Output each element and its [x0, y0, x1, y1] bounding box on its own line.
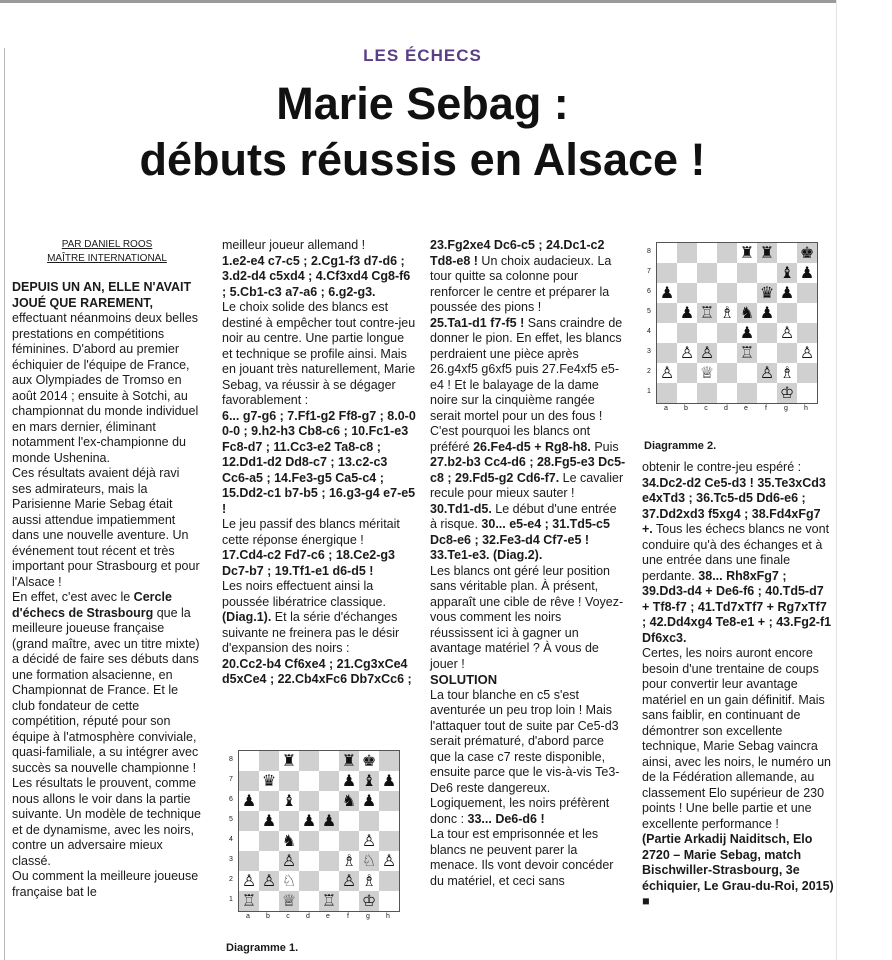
text: Et la série d'échanges suivante ne freinera pas le désir d'expansion des noirs : — [222, 610, 400, 655]
chess-piece-square: ♗ — [339, 851, 359, 871]
text: En effet, c'est avec le — [12, 590, 134, 604]
board-square — [259, 791, 279, 811]
board-square — [657, 383, 677, 403]
board-square — [797, 323, 817, 343]
chess-piece-square: ♖ — [697, 303, 717, 323]
chess-piece-square: ♙ — [359, 831, 379, 851]
chess-board — [238, 750, 400, 912]
rank-label: 4 — [229, 836, 233, 843]
game-credit: (Partie Arkadij Naiditsch, Elo 2720 – Marie Sebag, match Bischwiller-Strasbourg, 3e échiquier, Le Grau-du-Roi, 2015) ■ — [642, 832, 834, 908]
file-label: f — [347, 913, 349, 920]
file-label: b — [684, 405, 688, 412]
board-square — [259, 751, 279, 771]
chess-piece-square: ♙ — [777, 323, 797, 343]
diagram-caption: Diagramme 2. — [644, 440, 717, 452]
chess-piece-square: ♜ — [279, 751, 299, 771]
moves: 1.e2-e4 c7-c5 ; 2.Cg1-f3 d7-d6 ; 3.d2-d4 c5xd4 ; 4.Cf3xd4 Cg8-f6 ; 5.Cb1-c3 a7-a6 ; 6.g2-g3. — [222, 253, 411, 299]
text: Tous les échecs blancs ne vont conduire qu'à des échanges et à une entrée dans une finale perdante. — [642, 522, 830, 583]
chess-piece-square: ♟ — [239, 791, 259, 811]
paragraph — [12, 590, 202, 776]
board-square — [737, 363, 757, 383]
board-square — [697, 383, 717, 403]
file-labels — [238, 913, 398, 920]
paragraph — [12, 280, 202, 466]
rank-label: 2 — [647, 368, 651, 375]
chess-piece-square: ♙ — [379, 851, 399, 871]
headline-line-2: débuts réussis en Alsace ! — [139, 134, 706, 185]
board-square — [379, 871, 399, 891]
board-square — [717, 283, 737, 303]
board-square — [677, 263, 697, 283]
board-square — [299, 771, 319, 791]
board-square — [299, 891, 319, 911]
file-label: e — [744, 405, 748, 412]
chess-piece-square: ♔ — [359, 891, 379, 911]
chess-piece-square: ♙ — [259, 871, 279, 891]
file-label: a — [246, 913, 250, 920]
chess-piece-square: ♝ — [359, 771, 379, 791]
paragraph: Le choix solide des blancs est destiné à empêcher tout contre-jeu noir au centre. Une partie longue et technique se profile ainsi. Mais en jouant très naturellement, Marie Sebag, va réussir à se dégager favorablement : — [222, 300, 416, 407]
board-square — [797, 383, 817, 403]
board-square — [737, 283, 757, 303]
chess-piece-square: ♟ — [677, 303, 697, 323]
board-square — [259, 831, 279, 851]
board-square — [239, 851, 259, 871]
chess-piece-square: ♜ — [737, 243, 757, 263]
moves: 26.Fe4-d5 + Rg8-h8. — [473, 439, 591, 454]
rank-label: 3 — [229, 856, 233, 863]
board-square — [717, 243, 737, 263]
rank-label: 7 — [647, 268, 651, 275]
chess-piece-square: ♟ — [339, 771, 359, 791]
moves: 30.Td1-d5. — [430, 501, 492, 516]
top-rule — [0, 0, 836, 3]
section-label: LES ÉCHECS — [363, 46, 482, 65]
board-square — [339, 891, 359, 911]
file-labels — [656, 405, 816, 412]
chess-piece-square: ♝ — [279, 791, 299, 811]
chess-piece-square: ♖ — [737, 343, 757, 363]
board-square — [239, 751, 259, 771]
chess-piece-square: ♔ — [777, 383, 797, 403]
chess-piece-square: ♙ — [797, 343, 817, 363]
file-label: d — [306, 913, 310, 920]
chess-piece-square: ♙ — [239, 871, 259, 891]
board-square — [657, 303, 677, 323]
file-label: e — [326, 913, 330, 920]
paragraph: La tour est emprisonnée et les blancs ne peuvent parer la menace. Ils vont devoir concéder du matériel, et ceci sans — [430, 827, 614, 888]
chess-piece-square: ♟ — [777, 283, 797, 303]
file-label: g — [366, 913, 370, 920]
chess-piece-square: ♝ — [777, 263, 797, 283]
paragraph: meilleur joueur allemand ! — [222, 238, 366, 252]
paragraph: Les résultats le prouvent, comme nous allons le voir dans la partie suivante. Un modèle de technique et de dynamisme, avec les noirs, contre un adversaire mieux classé. — [12, 776, 202, 868]
file-label: f — [765, 405, 767, 412]
text: La tour blanche en c5 s'est aventurée un peu trop loin ! Mais l'attaquer tout de suite par Ce5-d3 serait prématuré, d'abord parce que la case c7 reste disponible, ensuite parce que le vis-à-vis Te3-De6 reste dangereux. Logiquement, les noirs préfèrent donc : — [430, 687, 620, 826]
board-square — [717, 263, 737, 283]
board-square — [319, 791, 339, 811]
moves: 17.Cd4-c2 Fd7-c6 ; 18.Ce2-g3 Dc7-b7 ; 19.Tf1-e1 d6-d5 ! — [222, 548, 395, 578]
board-square — [717, 383, 737, 403]
board-square — [757, 343, 777, 363]
paragraph — [430, 316, 626, 502]
board-square — [797, 363, 817, 383]
chess-piece-square: ♟ — [359, 791, 379, 811]
board-square — [697, 243, 717, 263]
paragraph — [222, 610, 416, 657]
rank-label: 1 — [647, 388, 651, 395]
board-square — [797, 283, 817, 303]
board-square — [677, 363, 697, 383]
rank-label: 3 — [647, 348, 651, 355]
paragraph: Les noirs effectuent ainsi la poussée libératrice classique. — [222, 579, 386, 609]
chess-piece-square: ♕ — [697, 363, 717, 383]
rank-label: 5 — [647, 308, 651, 315]
paragraph: obtenir le contre-jeu espéré : — [642, 460, 802, 474]
chess-piece-square: ♗ — [777, 363, 797, 383]
chess-piece-square: ♙ — [279, 851, 299, 871]
diagram-caption: Diagramme 1. — [226, 942, 299, 954]
moves: 34.Dc2-d2 Ce5-d3 ! 35.Te3xCd3 e4xTd3 ; 36.Tc5-d5 Dd6-e6 ; 37.Dd2xd3 f5xg4 ; 38.Fd4xFg7 +. — [642, 475, 826, 536]
board-square — [677, 243, 697, 263]
board-square — [697, 263, 717, 283]
rank-labels — [644, 242, 654, 402]
board-square — [757, 323, 777, 343]
chess-piece-square: ♖ — [239, 891, 259, 911]
headline-line-1: Marie Sebag : — [276, 78, 569, 129]
board-square — [239, 831, 259, 851]
board-square — [339, 831, 359, 851]
chess-piece-square: ♘ — [279, 871, 299, 891]
board-square — [677, 323, 697, 343]
club-name: Cercle d'échecs de Strasbourg — [12, 590, 172, 620]
board-square — [777, 303, 797, 323]
paragraph: Certes, les noirs auront encore besoin d'une trentaine de coups pour convertir leur avantage matériel en un gain définitif. Mais sans faiblir, en continuant de démontrer son excellente technique, Marie Sebag vaincra ainsi, avec les noirs, le numéro un de la Fédération allemande, au classement Elo supérieur de 230 points ! Une belle partie et une excellente performance ! — [642, 646, 831, 831]
board-square — [379, 831, 399, 851]
text: Un choix audacieux. La tour quitte sa colonne pour renforcer le centre et préparer la poussée des pions ! — [430, 253, 612, 314]
paragraph: Le jeu passif des blancs méritait cette réponse énergique ! — [222, 517, 400, 547]
board-square — [319, 771, 339, 791]
byline-author: PAR DANIEL ROOS — [61, 239, 153, 250]
chess-piece-square: ♞ — [279, 831, 299, 851]
board-square — [757, 383, 777, 403]
moves: 30... e5-e4 ; 31.Td5-c5 Dc8-e6 ; 32.Fe3-d4 Cf7-e5 ! 33.Te1-e3. (Diag.2). — [430, 517, 610, 562]
board-square — [299, 791, 319, 811]
board-square — [319, 871, 339, 891]
file-label: b — [266, 913, 270, 920]
chess-piece-square: ♙ — [339, 871, 359, 891]
moves: 33... De6-d6 ! — [467, 811, 545, 826]
column-2 — [222, 238, 416, 688]
board-square — [797, 303, 817, 323]
chess-piece-square: ♙ — [757, 363, 777, 383]
board-square — [299, 831, 319, 851]
board-square — [657, 343, 677, 363]
board-square — [697, 283, 717, 303]
chess-piece-square: ♕ — [279, 891, 299, 911]
board-square — [359, 811, 379, 831]
chess-piece-square: ♗ — [717, 303, 737, 323]
paragraph — [430, 238, 626, 316]
rank-label: 6 — [229, 796, 233, 803]
file-label: h — [804, 405, 808, 412]
chess-diagram-2 — [644, 242, 830, 457]
text: Le début d'une entrée à risque. — [430, 501, 617, 531]
file-label: a — [664, 405, 668, 412]
headline — [0, 76, 845, 188]
chess-piece-square: ♟ — [757, 303, 777, 323]
board-square — [657, 323, 677, 343]
board-square — [657, 243, 677, 263]
board-square — [299, 851, 319, 871]
paragraph — [430, 502, 626, 564]
lead-text: DEPUIS UN AN, ELLE N'AVAIT JOUÉ QUE RAREMENT, — [12, 280, 192, 310]
chess-piece-square: ♙ — [657, 363, 677, 383]
board-square — [379, 791, 399, 811]
paragraph: Ou comment la meilleure joueuse française bat le — [12, 869, 199, 899]
board-square — [717, 343, 737, 363]
board-square — [757, 263, 777, 283]
chess-piece-square: ♟ — [299, 811, 319, 831]
paragraph: Ces résultats avaient déjà ravi ses admirateurs, mais la Parisienne Marie Sebag était aussi attendue impatiemment dans une nouvelle aventure. Un événement tout récent et très important pour Strasbourg et pour l'Alsace ! — [12, 466, 200, 589]
board-square — [239, 771, 259, 791]
paragraph — [642, 476, 834, 647]
chess-piece-square: ♟ — [379, 771, 399, 791]
chess-piece-square: ♟ — [797, 263, 817, 283]
diagram-ref: (Diag.1). — [222, 610, 272, 624]
column-4 — [642, 460, 834, 910]
board-square — [319, 831, 339, 851]
byline-title: MAÎTRE INTERNATIONAL — [47, 253, 167, 264]
file-label: c — [704, 405, 708, 412]
column-1 — [12, 238, 202, 900]
chess-piece-square: ♜ — [339, 751, 359, 771]
rank-labels — [226, 750, 236, 910]
board-square — [717, 323, 737, 343]
board-square — [777, 343, 797, 363]
solution-heading: SOLUTION — [430, 672, 498, 687]
rank-label: 2 — [229, 876, 233, 883]
moves: 38... Rh8xFg7 ; 39.Dd3-d4 + De6-f6 ; 40.Td5-d7 + Tf8-f7 ; 41.Td7xTf7 + Rg7xTf7 ; 42.Dd4xg4 Te8-e1 + ; 43.Fg2-f1 Df6xc3. — [642, 568, 832, 645]
column-3 — [430, 238, 626, 889]
chess-piece-square: ♟ — [737, 323, 757, 343]
board-square — [657, 263, 677, 283]
file-label: d — [724, 405, 728, 412]
board-square — [319, 851, 339, 871]
chess-piece-square: ♚ — [797, 243, 817, 263]
board-square — [379, 891, 399, 911]
chess-diagram-1 — [226, 750, 412, 960]
moves: 20.Cc2-b4 Cf6xe4 ; 21.Cg3xCe4 d5xCe4 ; 22.Cb4xFc6 Db7xCc6 ; — [222, 656, 412, 686]
board-square — [777, 243, 797, 263]
board-square — [259, 851, 279, 871]
board-square — [339, 811, 359, 831]
rank-label: 7 — [229, 776, 233, 783]
text: Le cavalier recule pour mieux sauter ! — [430, 470, 624, 500]
rank-label: 8 — [229, 756, 233, 763]
chess-piece-square: ♟ — [657, 283, 677, 303]
chess-piece-square: ♚ — [359, 751, 379, 771]
board-square — [279, 771, 299, 791]
rank-label: 5 — [229, 816, 233, 823]
moves: 23.Fg2xe4 Dc6-c5 ; 24.Dc1-c2 Td8-e8 ! — [430, 238, 605, 268]
rank-label: 1 — [229, 896, 233, 903]
moves: 27.b2-b3 Cc4-d6 ; 28.Fg5-e3 Dc5-c8 ; 29.Fd5-g2 Cd6-f7. — [430, 455, 626, 485]
chess-piece-square: ♖ — [319, 891, 339, 911]
board-square — [319, 751, 339, 771]
board-square — [697, 323, 717, 343]
chess-piece-square: ♞ — [737, 303, 757, 323]
board-square — [677, 283, 697, 303]
board-square — [677, 383, 697, 403]
chess-piece-square: ♛ — [259, 771, 279, 791]
moves: 6... g7-g6 ; 7.Ff1-g2 Ff8-g7 ; 8.0-0 0-0 ; 9.h2-h3 Cb8-c6 ; 10.Fc1-e3 Fc8-d7 ; 11.Cc3-e2 Ta8-c8 ; 12.Dd1-d2 Dd8-c7 ; 13.c2-c3 Cc6-a5 ; 14.Fe3-g5 Ca5-c4 ; 15.Dd2-c1 b7-b5 ; 16.g3-g4 e7-e5 ! — [222, 408, 416, 516]
board-square — [737, 263, 757, 283]
moves: 25.Ta1-d1 f7-f5 ! — [430, 315, 525, 330]
chess-piece-square: ♛ — [757, 283, 777, 303]
chess-piece-square: ♙ — [697, 343, 717, 363]
chess-piece-square: ♟ — [259, 811, 279, 831]
board-square — [379, 751, 399, 771]
board-square — [259, 891, 279, 911]
file-label: g — [784, 405, 788, 412]
chess-piece-square: ♗ — [359, 871, 379, 891]
chess-piece-square: ♙ — [677, 343, 697, 363]
rank-label: 6 — [647, 288, 651, 295]
text: que la meilleure joueuse française (grand maître, avec un titre mixte) a décidé de faire ses débuts dans une formation alsacienne, en Championnat de France. Et le club fondateur de cette compétition, réputé pour son équipe à l'atmosphère conviviale, quasi-familiale, a su intégrer avec succès sa nouvelle championne ! — [12, 605, 200, 775]
board-square — [379, 811, 399, 831]
chess-piece-square: ♜ — [757, 243, 777, 263]
board-square — [299, 751, 319, 771]
chess-piece-square: ♞ — [339, 791, 359, 811]
rank-label: 8 — [647, 248, 651, 255]
paragraph — [430, 688, 626, 828]
text: Puis — [590, 439, 619, 454]
board-square — [279, 811, 299, 831]
chess-piece-square: ♘ — [359, 851, 379, 871]
rank-label: 4 — [647, 328, 651, 335]
file-label: c — [286, 913, 290, 920]
file-label: h — [386, 913, 390, 920]
chess-board — [656, 242, 818, 404]
board-square — [299, 871, 319, 891]
board-square — [717, 363, 737, 383]
text: Sans craindre de donner le pion. En effet, les blancs perdraient une pièce après 26.g4xf5 g6xf5 puis 27.Fe4xf5 e5-e4 ! Et le balayage de la dame noire sur la cinquième rangée serait mortel pour un des fous ! C'est pourquoi les blancs ont préféré — [430, 315, 623, 454]
board-square — [239, 811, 259, 831]
paragraph: Les blancs ont géré leur position sans véritable plan. À présent, apparaît une cible de rêve ! Voyez-vous comment les noirs réussissent ici à gagner un avantage matériel ? À vous de jouer ! — [430, 563, 624, 671]
board-square — [737, 383, 757, 403]
chess-piece-square: ♟ — [319, 811, 339, 831]
text: effectuant néanmoins deux belles prestations en compétitions féminines. D'abord au premier échiquier de l'équipe de France, aux Olympiades de Tromso en août 2014 ; ensuite à Sotchi, au championnat du monde individuel en mars dernier, éliminant notamment l'ex-championne du monde Ushenina. — [12, 311, 199, 465]
